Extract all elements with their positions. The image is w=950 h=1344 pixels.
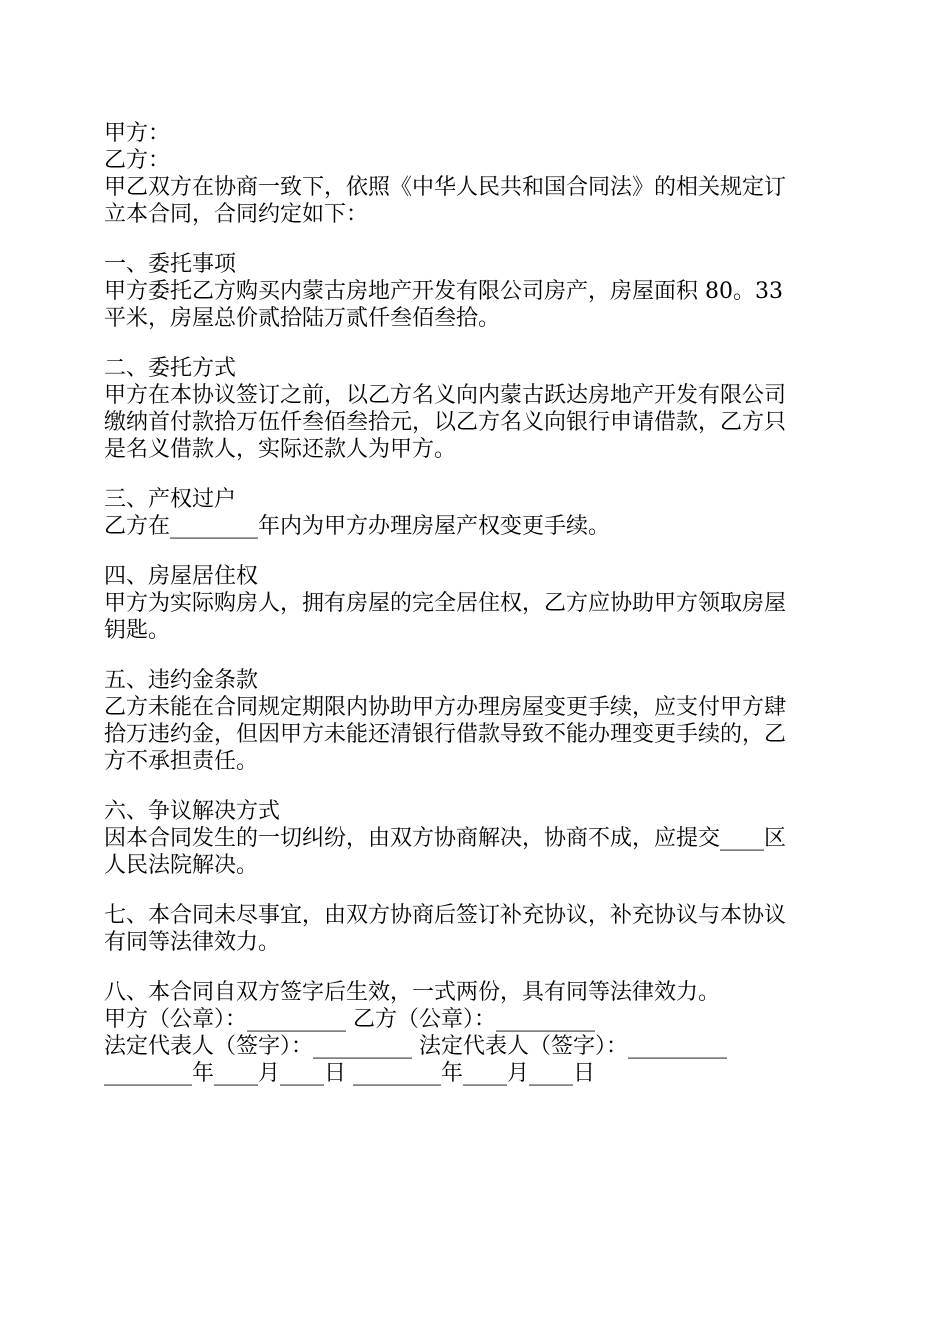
section-5-line-1: 乙方未能在合同规定期限内协助甲方办理房屋变更手续，应支付甲方肆 bbox=[104, 695, 787, 720]
signature-date-line: ________年____月____日 ________年____月____日 bbox=[104, 1061, 595, 1086]
section-4-title: 四、房屋居住权 bbox=[104, 564, 259, 589]
paragraph-gap bbox=[104, 956, 864, 979]
section-2-title: 二、委托方式 bbox=[104, 356, 237, 381]
section-5-line-2: 拾万违约金，但因甲方未能还清银行借款导致不能办理变更手续的，乙 bbox=[104, 722, 787, 747]
section-4-line-1: 甲方为实际购房人，拥有房屋的完全居住权，乙方应协助甲方领取房屋 bbox=[104, 591, 787, 616]
section-6-line-1: 因本合同发生的一切纠纷，由双方协商解决，协商不成，应提交____区 bbox=[104, 826, 787, 851]
section-1-line-1: 甲方委托乙方购买内蒙古房地产开发有限公司房产，房屋面积 80。33 bbox=[104, 279, 783, 304]
section-3-line-1: 乙方在________年内为甲方办理房屋产权变更手续。 bbox=[104, 514, 611, 539]
party-b-line: 乙方： bbox=[104, 148, 171, 173]
paragraph-gap bbox=[104, 332, 864, 355]
section-5-line-3: 方不承担责任。 bbox=[104, 749, 259, 774]
section-3-title: 三、产权过户 bbox=[104, 487, 237, 512]
section-6-line-2: 人民法院解决。 bbox=[104, 853, 259, 878]
section-1-title: 一、委托事项 bbox=[104, 252, 237, 277]
paragraph-gap bbox=[104, 463, 864, 486]
intro-line-2: 立本合同，合同约定如下： bbox=[104, 202, 369, 227]
intro-line-1: 甲乙双方在协商一致下，依照《中华人民共和国合同法》的相关规定订 bbox=[104, 175, 787, 200]
signature-representative-line: 法定代表人（签字）：_________ 法定代表人（签字）：_________ bbox=[104, 1034, 727, 1059]
paragraph-gap bbox=[104, 775, 864, 798]
paragraph-gap bbox=[104, 228, 864, 251]
section-7-line-2: 有同等法律效力。 bbox=[104, 930, 281, 955]
section-2-line-1: 甲方在本协议签订之前，以乙方名义向内蒙古跃达房地产开发有限公司 bbox=[104, 383, 787, 408]
party-a-line: 甲方： bbox=[104, 121, 171, 146]
section-4-line-2: 钥匙。 bbox=[104, 618, 171, 643]
section-8-line-1: 八、本合同自双方签字后生效，一式两份，具有同等法律效力。 bbox=[104, 980, 721, 1005]
section-6-title: 六、争议解决方式 bbox=[104, 799, 281, 824]
contract-document bbox=[104, 120, 864, 1087]
section-2-line-3: 是名义借款人，实际还款人为甲方。 bbox=[104, 437, 457, 462]
paragraph-gap bbox=[104, 644, 864, 667]
section-7-line-1: 七、本合同未尽事宜，由双方协商后签订补充协议，补充协议与本协议 bbox=[104, 903, 787, 928]
section-1-line-2: 平米，房屋总价贰拾陆万贰仟叁佰叁拾。 bbox=[104, 306, 501, 331]
section-5-title: 五、违约金条款 bbox=[104, 668, 259, 693]
paragraph-gap bbox=[104, 879, 864, 902]
paragraph-gap bbox=[104, 540, 864, 563]
section-2-line-2: 缴纳首付款拾万伍仟叁佰叁拾元，以乙方名义向银行申请借款，乙方只 bbox=[104, 410, 787, 435]
signature-seal-line: 甲方（公章）：_________ 乙方（公章）：_________ bbox=[104, 1007, 595, 1032]
